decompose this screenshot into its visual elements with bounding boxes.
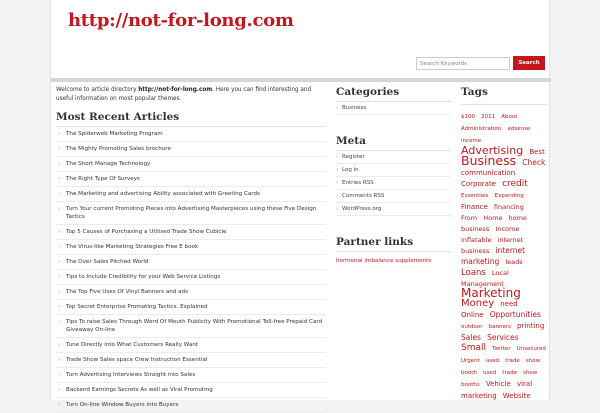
- tag-link[interactable]: Online: [461, 311, 484, 319]
- tag-cloud: [461, 109, 547, 400]
- site-title[interactable]: http://not-for-long.com: [68, 10, 294, 31]
- page: [50, 0, 550, 408]
- chevron-right-icon: ›: [58, 161, 61, 167]
- tag-link[interactable]: Unsecured: [516, 346, 546, 352]
- chevron-right-icon: ›: [58, 289, 61, 295]
- chevron-right-icon: ›: [58, 131, 61, 137]
- tag-link[interactable]: Advertising: [461, 144, 524, 157]
- meta-link[interactable]: [336, 190, 451, 203]
- article-link-label[interactable]: Tips to Include Credibility for your Web Service Listings: [66, 274, 221, 280]
- article-link-label[interactable]: Top 5 Causes of Purchasing a Utilised Trade Show Cubicle: [66, 229, 227, 235]
- chevron-right-icon: ›: [58, 342, 61, 348]
- tag-link[interactable]: used: [485, 358, 500, 364]
- tag-link[interactable]: Loans: [461, 268, 486, 278]
- tag-link[interactable]: Website: [502, 392, 531, 400]
- article-link[interactable]: [56, 187, 326, 202]
- article-link-label[interactable]: Trade Show Sales space Crew Instruction Essential: [66, 357, 208, 363]
- article-link[interactable]: [56, 270, 326, 285]
- tag-link[interactable]: Vehicle: [485, 380, 511, 388]
- article-link-label[interactable]: Top Secret Enterprise Promoting Tactics. Explained: [66, 304, 208, 310]
- tag-link[interactable]: communication: [461, 169, 516, 177]
- article-link-label[interactable]: The Spiderweb Marketing Program: [66, 131, 163, 137]
- spacer: [336, 216, 451, 236]
- meta-link[interactable]: [336, 177, 451, 190]
- chevron-right-icon: ›: [58, 357, 61, 363]
- tag-link[interactable]: $100: [461, 114, 475, 120]
- tag-link[interactable]: banners: [488, 324, 511, 330]
- tag-link[interactable]: Essentials: [461, 193, 489, 199]
- article-link-label[interactable]: Turn Your current Promoting Pieces into Advertising Masterpieces using these Five Design Tactics: [66, 206, 317, 220]
- intro-text: [56, 86, 326, 104]
- article-link[interactable]: [56, 172, 326, 187]
- tag-link[interactable]: internet: [497, 236, 524, 244]
- article-list: [56, 127, 326, 413]
- main-content: [56, 86, 326, 413]
- spacer: [336, 115, 451, 135]
- tag-link[interactable]: Corporate: [461, 180, 496, 188]
- chevron-right-icon: ›: [58, 191, 61, 197]
- tag-link[interactable]: income: [461, 138, 482, 144]
- tag-link[interactable]: viral: [516, 380, 533, 388]
- article-link-label[interactable]: Tips To raise Sales Through Word Of Mouth Publicity With Promotional Toll-free Prepaid Card Giveaway On-line: [66, 319, 323, 333]
- tag-link[interactable]: used: [482, 370, 497, 376]
- tag-link[interactable]: Marketing: [461, 286, 521, 300]
- tag-link[interactable]: About: [501, 114, 518, 120]
- tag-link[interactable]: Management: [461, 280, 504, 288]
- article-link-label[interactable]: Turn Advertising Interviews Straight into Sales: [66, 372, 196, 378]
- tag-link[interactable]: Urgent: [461, 358, 480, 364]
- partner-link[interactable]: hormonal imbalance supplements: [336, 258, 432, 264]
- article-link[interactable]: [56, 285, 326, 300]
- intro-site: http://not-for-long.com: [138, 87, 213, 93]
- tag-link[interactable]: booth: [461, 370, 477, 376]
- tag-link[interactable]: business: [461, 225, 490, 233]
- article-link-label[interactable]: Turn On-line Window Buyers into Buyers: [66, 402, 179, 408]
- tag-link[interactable]: Administration: [461, 126, 502, 132]
- tag-link[interactable]: financing: [493, 203, 524, 211]
- chevron-right-icon: ›: [58, 206, 61, 212]
- chevron-right-icon: ›: [58, 372, 61, 378]
- search-button[interactable]: Search: [513, 56, 545, 70]
- header: [51, 0, 551, 78]
- tag-link[interactable]: show: [523, 370, 538, 376]
- tag-link[interactable]: Money: [461, 298, 495, 309]
- meta-link[interactable]: [336, 164, 451, 177]
- article-link[interactable]: [56, 368, 326, 383]
- tag-link[interactable]: Income: [495, 225, 520, 233]
- partner-links-title: Partner links: [336, 236, 451, 252]
- tag-link[interactable]: Business: [461, 153, 517, 168]
- chevron-right-icon: ›: [336, 193, 339, 199]
- chevron-right-icon: ›: [336, 154, 339, 160]
- header-divider: [51, 78, 551, 82]
- article-link-label[interactable]: The Mighty Promoting Sales brochure: [66, 146, 171, 152]
- tag-link[interactable]: printing: [517, 322, 545, 330]
- article-link-label[interactable]: The Right Type Of Surveys: [66, 176, 140, 182]
- tag-link[interactable]: Services: [487, 333, 519, 342]
- article-link[interactable]: [56, 398, 326, 413]
- article-link[interactable]: [56, 338, 326, 353]
- chevron-right-icon: ›: [336, 105, 339, 111]
- category-link-label[interactable]: Business: [342, 105, 367, 111]
- tag-link[interactable]: Opportunities: [489, 310, 541, 319]
- meta-title: Meta: [336, 135, 451, 151]
- meta-link[interactable]: [336, 151, 451, 164]
- tag-link[interactable]: Home: [483, 214, 503, 222]
- tag-link[interactable]: show: [525, 358, 541, 364]
- chevron-right-icon: ›: [58, 176, 61, 182]
- meta-link-label[interactable]: Register: [342, 154, 365, 160]
- tag-link[interactable]: adsense: [507, 126, 531, 132]
- recent-articles-title: Most Recent Articles: [56, 111, 326, 127]
- chevron-right-icon: ›: [58, 402, 61, 408]
- chevron-right-icon: ›: [336, 180, 339, 186]
- tag-link[interactable]: need: [500, 300, 518, 308]
- tag-link[interactable]: internet: [495, 246, 526, 255]
- article-link[interactable]: [56, 300, 326, 315]
- categories-list: [336, 102, 451, 115]
- tag-link[interactable]: marketing: [461, 257, 500, 266]
- tag-link[interactable]: credit: [502, 179, 528, 189]
- tag-link[interactable]: marketing: [461, 392, 497, 400]
- meta-link-label[interactable]: Log in: [342, 167, 359, 173]
- article-link[interactable]: [56, 225, 326, 240]
- chevron-right-icon: ›: [336, 167, 339, 173]
- article-link-label[interactable]: The Short Manage Technology: [66, 161, 151, 167]
- article-link[interactable]: [56, 315, 326, 338]
- tag-link[interactable]: Sales: [461, 333, 481, 342]
- article-link-label[interactable]: The Marketing and advertising Ability associated with Greeting Cards: [66, 191, 260, 197]
- article-link-label[interactable]: The Over Sales Pitched World: [66, 259, 149, 265]
- article-link[interactable]: [56, 240, 326, 255]
- tag-link[interactable]: Twitter: [492, 346, 511, 352]
- meta-link[interactable]: [336, 203, 451, 216]
- article-link[interactable]: [56, 142, 326, 157]
- categories-title: Categories: [336, 86, 451, 102]
- tag-link[interactable]: business: [461, 247, 490, 255]
- category-link[interactable]: [336, 102, 451, 115]
- chevron-right-icon: ›: [58, 146, 61, 152]
- article-link[interactable]: [56, 157, 326, 172]
- article-link[interactable]: [56, 202, 326, 225]
- meta-link-label[interactable]: Entries RSS: [342, 180, 374, 186]
- article-link[interactable]: [56, 353, 326, 368]
- meta-link-label[interactable]: Comments RSS: [342, 193, 385, 199]
- article-link-label[interactable]: Tune Directly into What Customers Really Want: [66, 342, 199, 348]
- chevron-right-icon: ›: [58, 259, 61, 265]
- tag-link[interactable]: outdoor: [461, 324, 483, 330]
- article-link[interactable]: [56, 255, 326, 270]
- tags-sidebar: [461, 86, 547, 400]
- tag-link[interactable]: Small: [461, 343, 486, 353]
- article-link[interactable]: [56, 127, 326, 142]
- chevron-right-icon: ›: [58, 229, 61, 235]
- intro-prefix: Welcome to article directory: [56, 87, 139, 93]
- sidebar: [336, 86, 451, 264]
- tag-link[interactable]: home: [508, 214, 527, 222]
- chevron-right-icon: ›: [58, 244, 61, 250]
- tag-link[interactable]: Expanding: [494, 193, 524, 199]
- tag-link[interactable]: From: [461, 214, 478, 222]
- search-input[interactable]: [416, 57, 510, 70]
- tag-link[interactable]: Finance: [461, 203, 488, 211]
- tag-link[interactable]: leads: [505, 258, 523, 266]
- intro-suffix: . Here you can find interesting and useful information on most popular themes.: [56, 87, 312, 102]
- chevron-right-icon: ›: [58, 319, 61, 325]
- chevron-right-icon: ›: [336, 206, 339, 212]
- tag-link[interactable]: Best: [529, 148, 545, 156]
- chevron-right-icon: ›: [58, 304, 61, 310]
- tag-link[interactable]: inflatable: [461, 236, 492, 244]
- tag-link[interactable]: booths: [461, 382, 480, 388]
- article-link-label[interactable]: Backend Earnings Secrets As well as Viral Promoting: [66, 387, 213, 393]
- chevron-right-icon: ›: [58, 274, 61, 280]
- article-link-label[interactable]: The Top Five Uses Of Vinyl Banners and ads: [66, 289, 189, 295]
- tags-title: Tags: [461, 86, 547, 105]
- article-link[interactable]: [56, 383, 326, 398]
- tag-link[interactable]: Check: [522, 158, 546, 167]
- chevron-right-icon: ›: [58, 387, 61, 393]
- tag-link[interactable]: Local: [491, 269, 509, 277]
- tag-link[interactable]: trade: [505, 358, 520, 364]
- meta-link-label[interactable]: WordPress.org: [342, 206, 382, 212]
- meta-list: [336, 151, 451, 216]
- tag-link[interactable]: 2011: [481, 114, 496, 120]
- article-link-label[interactable]: The Virus-like Marketing Strategies Free E book: [66, 244, 199, 250]
- tag-link[interactable]: trade: [502, 370, 517, 376]
